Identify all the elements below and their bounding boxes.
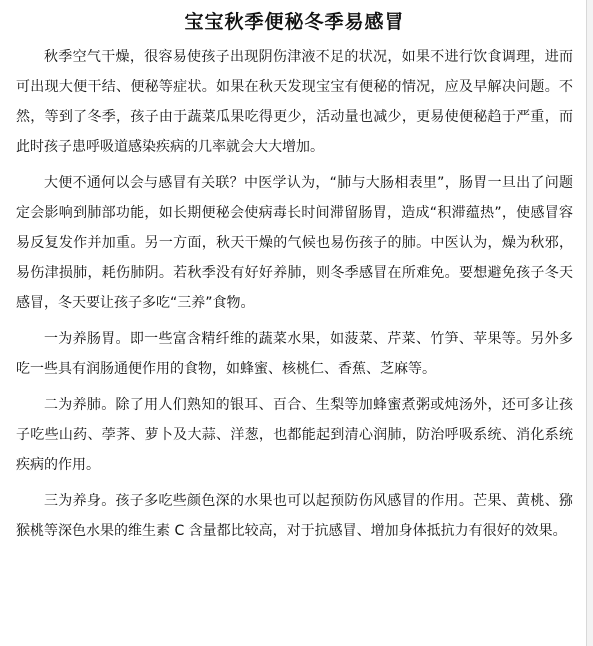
paragraph-2: 大便不通何以会与感冒有关联？中医学认为，“肺与大肠相表里”，肠胃一旦出了问题定会影响到肺部功能，如长期便秘会使病毒长时间滞留肠胃，造成“积滞蕴热”，使感冒容易反复发作并加重。另一方面，秋天干燥的气候也易伤孩子的肺。中医认为，燥为秋邪，易伤津损肺，耗伤肺阴。若秋季没有好好养肺，则冬季感冒在所难免。要想避免孩子冬天感冒，冬天要让孩子多吃“三养”食物。 [16, 175, 573, 311]
paragraph-1: 秋季空气干燥，很容易使孩子出现阴伤津液不足的状况，如果不进行饮食调理，进而可出现大便干结、便秘等症状。如果在秋天发现宝宝有便秘的情况，应及早解决问题。不然，等到了冬季，孩子由于蔬菜瓜果吃得更少，活动量也减少，更易使便秘趋于严重，而此时孩子患呼吸道感染疾病的几率就会大大增加。 [16, 49, 573, 155]
page-edge-scrollbar[interactable] [586, 0, 593, 646]
paragraph-4: 二为养肺。除了用人们熟知的银耳、百合、生梨等加蜂蜜煮粥或炖汤外，还可多让孩子吃些山药、荸荠、萝卜及大蒜、洋葱，也都能起到清心润肺，防治呼吸系统、消化系统疾病的作用。 [16, 397, 573, 473]
paragraph-5: 三为养身。孩子多吃些颜色深的水果也可以起预防伤风感冒的作用。芒果、黄桃、猕猴桃等深色水果的维生素 C 含量都比较高，对于抗感冒、增加身体抵抗力有很好的效果。 [16, 493, 573, 539]
document-title: 宝宝秋季便秘冬季易感冒 [184, 11, 405, 33]
paragraph-3: 一为养肠胃。即一些富含精纤维的蔬菜水果，如菠菜、芹菜、竹笋、苹果等。另外多吃一些具有润肠通便作用的食物，如蜂蜜、核桃仁、香蕉、芝麻等。 [16, 331, 573, 377]
